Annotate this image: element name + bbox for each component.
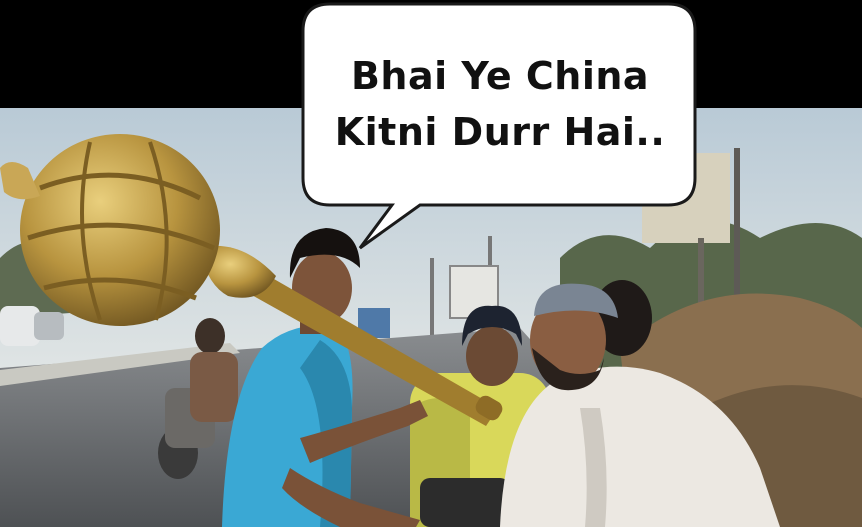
caption-line-1: Bhai Ye China: [350, 54, 650, 98]
speech-bubble-text: [305, 4, 695, 204]
caption-line-2: Kitni Durr Hai..: [334, 110, 666, 154]
